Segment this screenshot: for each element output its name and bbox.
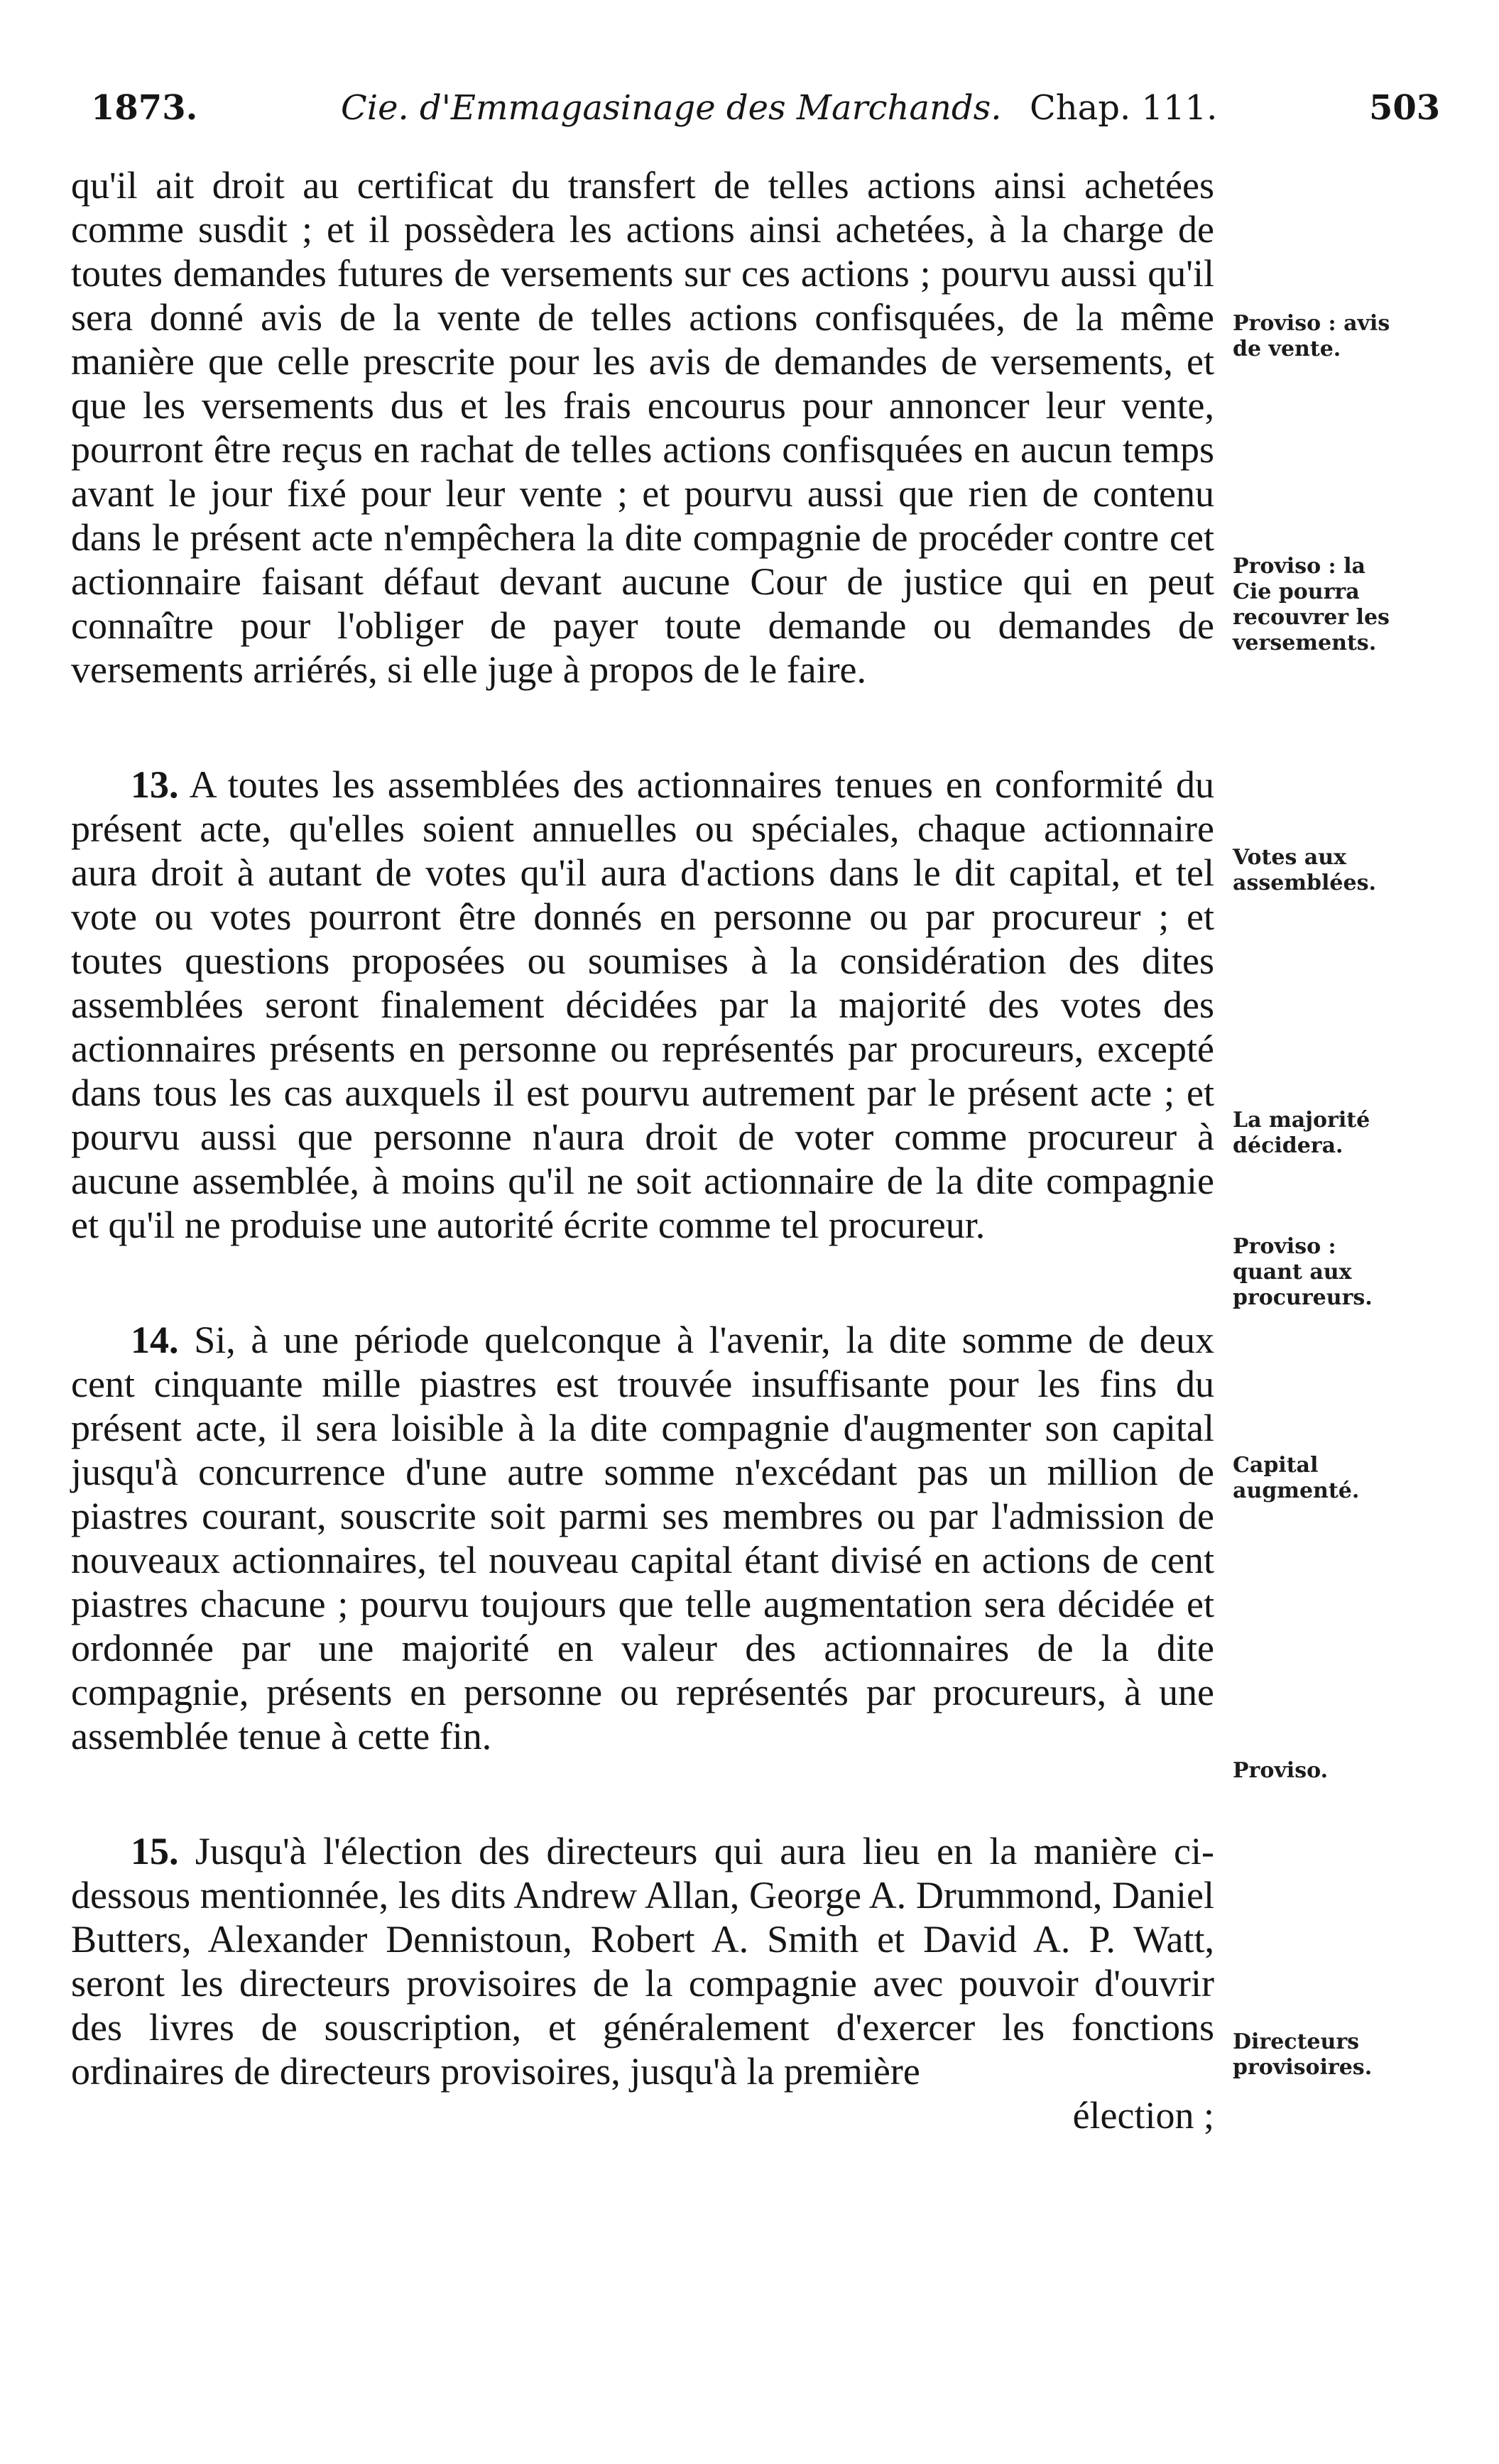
paragraph-text: qu'il ait droit au certificat du transfert de telles actions ainsi achetées comme susdit ; et il possèdera les actions ainsi achetées, à la charge de toutes demandes futures de versements sur ces actions ; pourvu aussi qu'il sera donné avis de la vente de telles actions confisquées, de la même manière que celle prescrite pour les avis de demandes de versements, et que les versements dus et les frais encourus pour annoncer leur vente, pourront être reçus en rachat de telles actions confisquées en aucun temps avant le jour fixé pour leur vente ; et pourvu aussi que rien de contenu dans le présent acte n'empêchera la dite compagnie de procéder contre cet actionnaire faisant défaut devant aucune Cour de justice qui en peut connaître pour l'obliger de payer toute demande ou demandes de versements arriérés, si elle juge à propos de le faire.: [71, 164, 1214, 691]
margin-note-capital: Capital augmenté.: [1233, 1453, 1360, 1503]
margin-note-recouvrer: Proviso : la Cie pourra recouvrer les versements.: [1233, 554, 1390, 655]
section-13: [71, 763, 1214, 1247]
section-number: 14.: [131, 1319, 179, 1361]
main-text: [71, 163, 1214, 2137]
section-number: 13.: [131, 763, 179, 806]
section-number: 15.: [131, 1830, 179, 1872]
margin-note-procureurs: Proviso : quant aux procureurs.: [1233, 1234, 1373, 1310]
paragraph-last-line: élection ;: [1072, 2094, 1214, 2137]
section-14: [71, 1318, 1214, 1758]
paragraph-text: Si, à une période quelconque à l'avenir, la dite somme de deux cent cinquante mille piastres est trouvée insuffisante pour les fins du présent acte, il sera loisible à la dite compagnie d'augmenter son capital jusqu'à concurrence d'une autre somme n'excédant pas un million de piastres courant, souscrite soit parmi ses membres ou par l'admission de nouveaux actionnaires, tel nouveau capital étant divisé en actions de cent piastres chacune ; pourvu toujours que telle augmentation sera décidée et ordonnée par une majorité en valeur des actionnaires de la dite compagnie, présents en personne ou représentés par procureurs, à une assemblée tenue à cette fin.: [71, 1319, 1215, 1757]
paragraph-text: A toutes les assemblées des actionnaires tenues en conformité du présent acte, qu'elles soient annuelles ou spéciales, chaque actionnaire aura droit à autant de votes qu'il aura d'actions dans le dit capital, et tel vote ou votes pourront être donnés en personne ou par procureur ; et toutes questions proposées ou soumises à la considération des dites assemblées seront finalement décidées par la majorité des votes des actionnaires présents en personne ou représentés par procureurs, excepté dans tous les cas auxquels il est pourvu autrement par le présent acte ; et pourvu aussi que personne n'aura droit de voter comme procureur à aucune assemblée, à moins qu'il ne soit actionnaire de la dite compagnie et qu'il ne produise une autorité écrite comme tel procureur.: [71, 763, 1214, 1246]
running-header: [0, 80, 1499, 136]
header-year: 1873.: [91, 88, 198, 128]
paragraph-text: Jusqu'à l'élection des directeurs qui aura lieu en la manière ci-dessous mentionnée, les dits Andrew Allan, George A. Drummond, Daniel Butters, Alexander Dennistoun, Robert A. Smith et David A. P. Watt, seront les directeurs provisoires de la compagnie avec pouvoir d'ouvrir des livres de souscription, et généralement d'exercer les fonctions ordinaires de directeurs provisoires, jusqu'à la première: [71, 1830, 1215, 2093]
header-chapter: Chap. 111.: [1030, 88, 1218, 128]
margin-note-votes: Votes aux assemblées.: [1233, 845, 1376, 895]
margin-note-proviso: Proviso.: [1233, 1758, 1329, 1783]
margin-note-avis: Proviso : avis de vente.: [1233, 311, 1390, 361]
margin-note-majorite: La majorité décidera.: [1233, 1108, 1370, 1158]
header-title: Cie. d'Emmagasinage des Marchands.: [341, 88, 1002, 128]
section-15: [71, 1829, 1214, 2093]
paragraph-continued: [71, 163, 1214, 692]
margin-note-directeurs: Directeurs provisoires.: [1233, 2029, 1373, 2080]
page-number: 503: [1369, 88, 1441, 128]
